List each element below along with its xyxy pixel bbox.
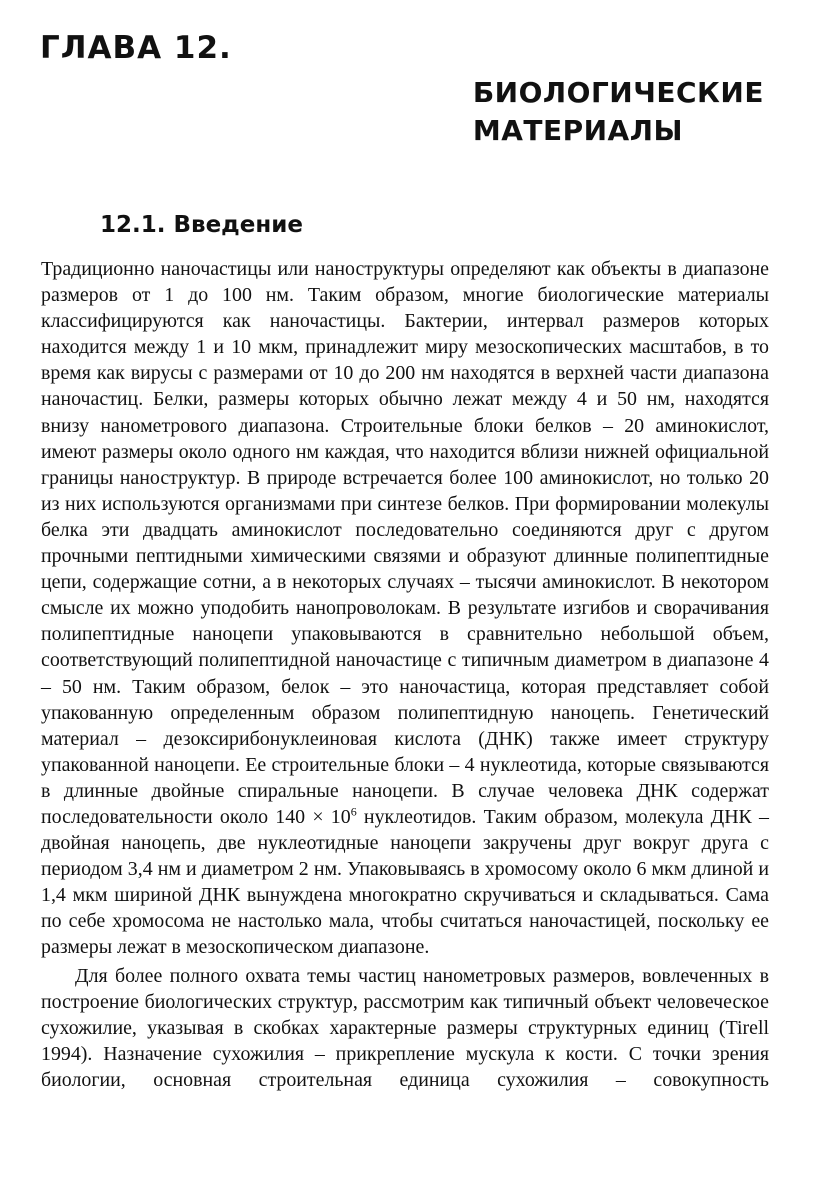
chapter-title-line-2: МАТЕРИАЛЫ <box>472 114 683 147</box>
section-heading: 12.1. Введение <box>100 212 303 238</box>
paragraph-1-part-a: Традиционно наночастицы или наноструктуры определяют как объекты в диапазоне размеров от 1 до 100 нм. Таким образом, многие биологические материалы классифицируются как наночастицы. Бактерии, интервал размеров которых находится между 1 и 10 мкм, принадлежит миру мезоскопических масштабов, в то время как вирусы с размерами от 10 до 200 нм находятся в верхней части диапазона наночастиц. Белки, размеры которых обычно лежат между 4 и 50 нм, находятся внизу нанометрового диапазона. Строительные блоки белков – 20 аминокислот, имеют размеры около одного нм каждая, что находится вблизи нижней официальной границы наноструктур. В природе встречается более 100 аминокислот, но только 20 из них используются организмами при синтезе белков. При формировании молекулы белка эти двадцать аминокислот последовательно соединяются друг с другом прочными пептидными химическими связями и образуют длинные полипептидные цепи, содержащие сотни, а в некоторых случаях – тысячи аминокислот. В некотором смысле их можно уподобить нанопроволокам. В результате изгибов и сворачивания полипептидные наноцепи упаковываются в сравнительно небольшой объем, соответствующий полипептидной наночастице с типичным диаметром в диапазоне 4 – 50 нм. Таким образом, белок – это наночастица, которая представляет собой упакованную определенным образом полипептидную наноцепь. Генетический материал – дезоксирибонуклеиновая кислота (ДНК) также имеет структуру упакованной наноцепи. Ее строительные блоки – 4 нуклеотида, которые связываются в длинные двойные спиральные наноцепи. В случае человека ДНК содержат последовательности около 140 × 10 <box>41 258 769 828</box>
paragraph-1 <box>41 256 769 961</box>
chapter-title <box>473 74 764 150</box>
chapter-label: ГЛАВА 12. <box>40 30 232 66</box>
body-text <box>41 256 769 1093</box>
exponent: 6 <box>350 804 357 819</box>
paragraph-2: Для более полного охвата темы частиц нанометровых размеров, вовлеченных в построение биологических структур, рассмотрим как типичный объект человеческое сухожилие, указывая в скобках характерные размеры структурных единиц (Tirell 1994). Назначение сухожилия – прикрепление мускула к кости. С точки зрения биологии, основная строительная единица сухожилия – совокупность <box>41 964 769 1091</box>
paragraph-1-part-b: нуклеотидов. Таким образом, молекула ДНК – двойная наноцепь, две нуклеотидные наноцепи закручены друг вокруг друга с периодом 3,4 нм и диаметром 2 нм. Упаковываясь в хромосому около 6 мкм длиной и 1,4 мкм шириной ДНК вынуждена многократно скручиваться и складываться. Сама по себе хромосома не настолько мала, чтобы считаться наночастицей, поскольку ее размеры лежат в мезоскопическом диапазоне. <box>41 805 769 959</box>
chapter-title-line-1: БИОЛОГИЧЕСКИЕ <box>472 76 764 109</box>
